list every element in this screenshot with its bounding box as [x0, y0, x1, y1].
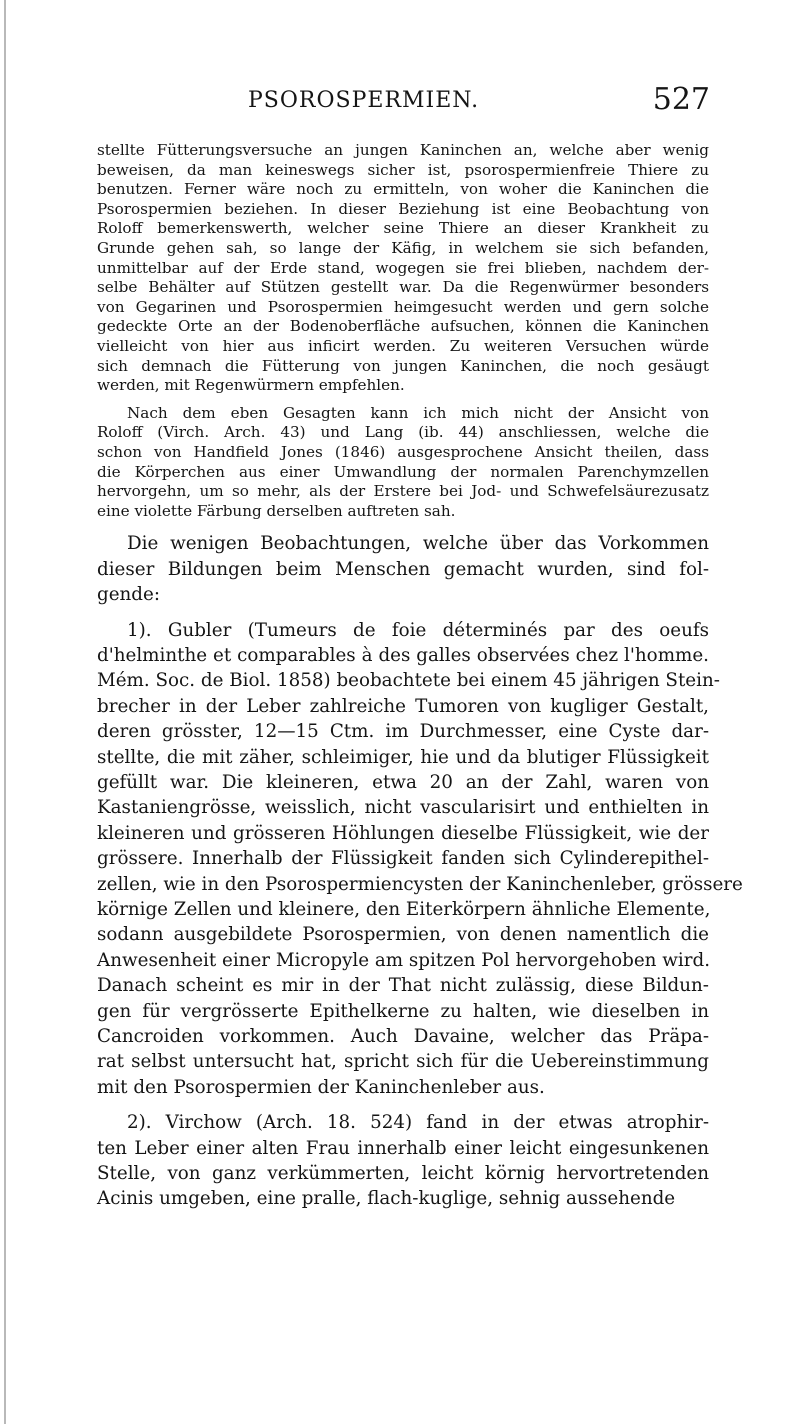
body-text — [97, 141, 743, 1212]
text-line: stellte, die mit zäher, schleimiger, hie und da blutiger Flüssigkeit — [97, 746, 709, 768]
running-head: PSOROSPERMIEN. — [248, 88, 480, 113]
text-line: körnige Zellen und kleinere, den Eiterkörpern ähnliche Elemente, — [97, 898, 711, 920]
text-line: gende: — [97, 584, 160, 606]
text-line: gedeckte Orte an der Bodenoberfläche aufsuchen, können die Kaninchen — [97, 317, 709, 336]
text-line: Roloff (Virch. Arch. 43) und Lang (ib. 44) anschliessen, welche die — [97, 423, 709, 442]
page-header — [98, 82, 710, 120]
text-line: hervorgehn, um so mehr, als der Erstere bei Jod- und Schwefelsäurezusatz — [97, 482, 709, 501]
text-line: deren grösster, 12—15 Ctm. im Durchmesser, eine Cyste dar- — [97, 721, 709, 743]
paragraph-gap — [97, 1100, 709, 1110]
text-line: d'helminthe et comparables à des galles observées chez l'homme. — [97, 644, 709, 666]
text-line: mit den Psorospermien der Kaninchenleber aus. — [97, 1076, 545, 1098]
text-line: eine violette Färbung derselben auftreten sah. — [97, 501, 456, 520]
text-line: Stelle, von ganz verkümmerten, leicht körnig hervortretenden — [97, 1163, 709, 1185]
text-line: schon von Handfield Jones (1846) ausgesprochene Ansicht theilen, dass — [97, 442, 709, 461]
text-line: Psorospermien beziehen. In dieser Beziehung ist eine Beobachtung von — [97, 199, 709, 218]
text-line: vielleicht von hier aus inficirt werden. Zu weiteren Versuchen würde — [97, 336, 709, 355]
paragraph — [97, 404, 709, 522]
paragraph-gap — [97, 608, 709, 618]
text-line: Cancroiden vorkommen. Auch Davaine, welcher das Präpa- — [97, 1026, 709, 1047]
paragraph-gap — [97, 521, 709, 531]
text-line: beweisen, da man keineswegs sicher ist, psorospermienfreie Thiere zu — [97, 160, 709, 179]
text-line: grössere. Innerhalb der Flüssigkeit fanden sich Cylinderepithel- — [97, 848, 709, 870]
page-number: 527 — [652, 82, 710, 117]
text-line: Danach scheint es mir in der That nicht zulässig, diese Bildun- — [97, 975, 709, 997]
paragraph — [97, 141, 709, 396]
text-line: Grunde gehen sah, so lange der Käfig, in welchem sie sich befanden, — [97, 238, 709, 257]
text-line: Kastaniengrösse, weisslich, nicht vascularisirt und enthielten in — [97, 797, 709, 819]
text-line: ten Leber einer alten Frau innerhalb einer leicht eingesunkenen — [97, 1137, 709, 1159]
paragraph — [97, 1110, 709, 1212]
text-line: selbe Behälter auf Stützen gestellt war. Da die Regenwürmer besonders — [97, 278, 709, 297]
text-line: Mém. Soc. de Biol. 1858) beobachtete bei einem 45 jährigen Stein- — [97, 670, 720, 692]
paragraph-gap — [97, 396, 709, 404]
text-line: von Gegarinen und Psorospermien heimgesucht werden und gern solche — [97, 297, 709, 316]
text-line: werden, mit Regenwürmern empfehlen. — [97, 376, 405, 395]
text-line: brecher in der Leber zahlreiche Tumoren von kugliger Gestalt, — [97, 695, 709, 717]
text-line: 2). Virchow (Arch. 18. 524) fand in der etwas atrophir- — [127, 1112, 709, 1134]
text-line: Die wenigen Beobachtungen, welche über das Vorkommen — [127, 533, 709, 555]
text-line: rat selbst untersucht hat, spricht sich für die Uebereinstimmung — [97, 1051, 709, 1073]
text-line: Anwesenheit einer Micropyle am spitzen Pol hervorgehoben wird. — [97, 949, 711, 971]
text-line: zellen, wie in den Psorospermiencysten der Kaninchenleber, grössere — [97, 873, 743, 895]
text-line: Acinis umgeben, eine pralle, flach-kuglige, sehnig aussehende — [97, 1188, 676, 1210]
paragraph — [97, 618, 743, 1101]
text-line: stellte Fütterungsversuche an jungen Kaninchen an, welche aber wenig — [97, 141, 709, 159]
text-line: Roloff bemerkenswerth, welcher seine Thiere an dieser Krankheit zu — [97, 219, 709, 238]
text-line: 1). Gubler (Tumeurs de foie déterminés par des oeufs — [127, 619, 709, 641]
text-line: unmittelbar auf der Erde stand, wogegen sie frei blieben, nachdem der- — [97, 258, 709, 277]
text-line: kleineren und grösseren Höhlungen dieselbe Flüssigkeit, wie der — [97, 822, 709, 844]
paragraph — [97, 531, 709, 607]
text-line: Nach dem eben Gesagten kann ich mich nicht der Ansicht von — [127, 403, 709, 422]
text-line: sodann ausgebildete Psorospermien, von denen namentlich die — [97, 924, 709, 946]
text-line: benutzen. Ferner wäre noch zu ermitteln, von woher die Kaninchen die — [97, 180, 709, 199]
text-line: gen für vergrösserte Epithelkerne zu halten, wie dieselben in — [97, 1000, 709, 1022]
page-left-edge — [4, 0, 6, 1424]
text-line: sich demnach die Fütterung von jungen Kaninchen, die noch gesäugt — [97, 356, 709, 375]
text-line: gefüllt war. Die kleineren, etwa 20 an der Zahl, waren von — [97, 771, 709, 793]
text-line: die Körperchen aus einer Umwandlung der normalen Parenchymzellen — [97, 462, 709, 481]
text-line: dieser Bildungen beim Menschen gemacht wurden, sind fol- — [97, 558, 709, 580]
